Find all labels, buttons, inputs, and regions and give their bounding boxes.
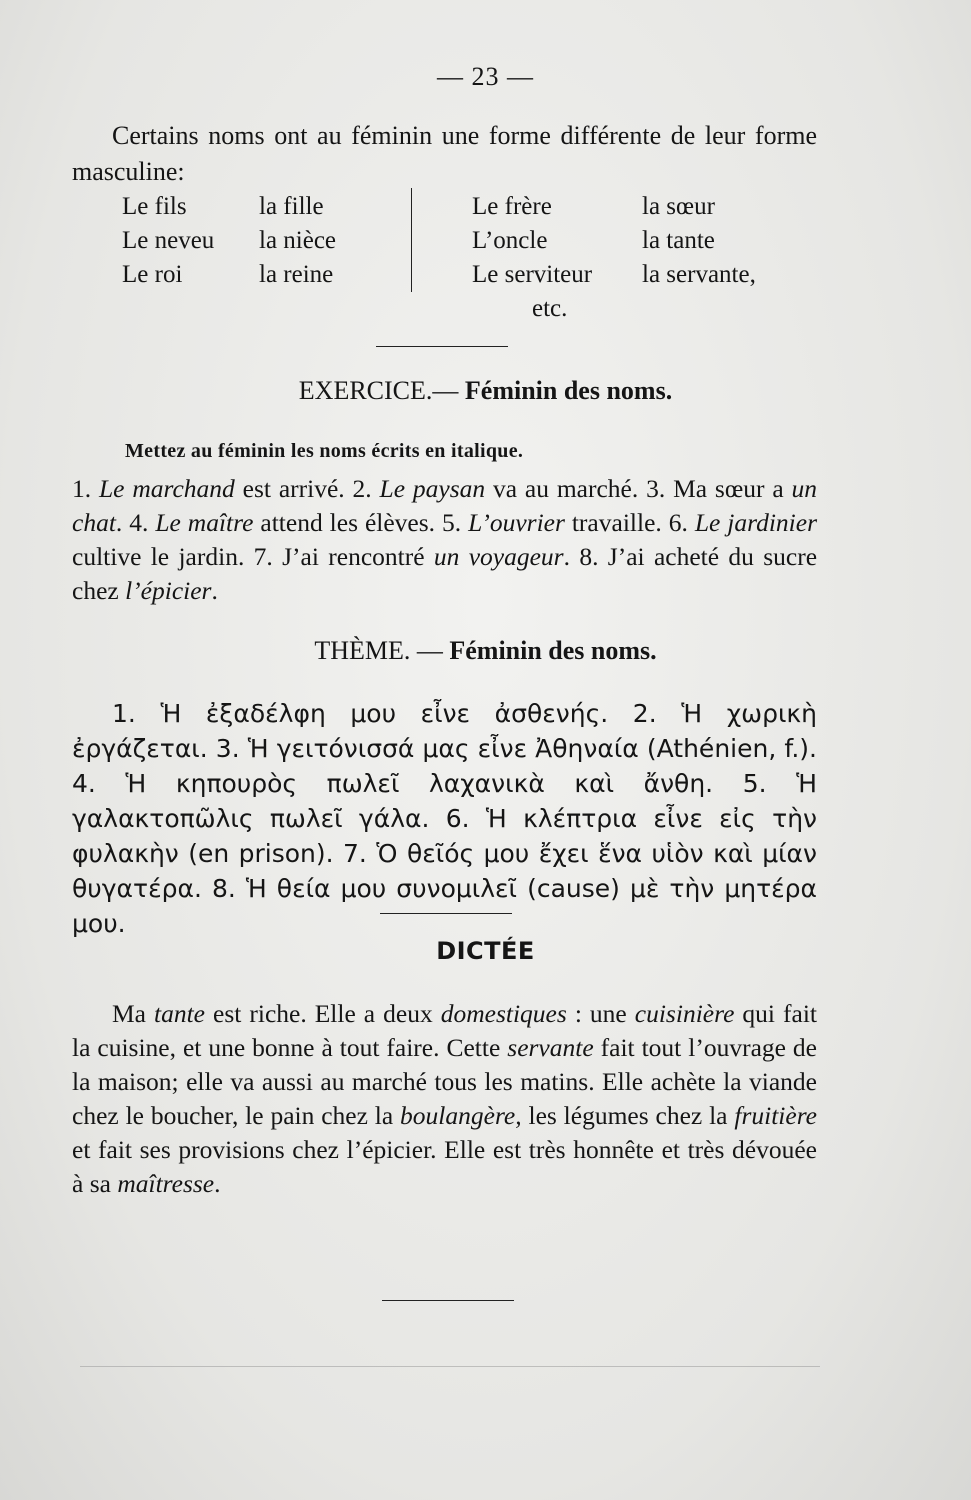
text-run: cultive le jardin. <box>72 542 254 571</box>
word: L’oncle <box>472 227 548 254</box>
section-rule <box>382 1300 514 1301</box>
word: la fille <box>259 193 324 220</box>
text-run: . <box>211 576 218 605</box>
section-rule <box>380 913 512 914</box>
text-run: qui fait la cuisine, et une bonne à tout faire. Cette <box>72 999 817 1062</box>
sentence-number: 5. <box>442 508 469 537</box>
feminine-list-2 <box>642 190 756 292</box>
text-run: et fait ses provisions chez l’épicier. Elle est très honnête et très dévouée à sa <box>72 1135 817 1198</box>
italic-word: domestiques <box>440 999 567 1028</box>
text-run: attend les élèves. <box>253 508 442 537</box>
italic-word: fruitière <box>734 1101 817 1130</box>
word: la tante <box>642 227 715 254</box>
text-run: les légumes chez la <box>521 1101 735 1130</box>
italic-word: Le jardinier <box>694 508 818 537</box>
text-run: Ma <box>112 999 155 1028</box>
word: la sœur <box>642 193 715 220</box>
sentence-number: 8. <box>579 542 608 571</box>
column-divider <box>411 188 412 292</box>
exercice-sentences <box>72 472 817 608</box>
text-run: est riche. Elle a deux <box>205 999 441 1028</box>
italic-word: maîtresse <box>117 1169 215 1198</box>
theme-greek-text <box>72 696 817 941</box>
italic-word: l’épicier <box>125 576 212 605</box>
word: Le roi <box>122 261 183 288</box>
word: la nièce <box>259 227 337 254</box>
exercice-label: EXERCICE.— <box>298 376 459 405</box>
text-run: est arrivé. <box>234 474 353 503</box>
italic-word: L’ouvrier <box>468 508 565 537</box>
text-run: va au marché. <box>485 474 647 503</box>
italic-word: un voyageur <box>433 542 564 571</box>
text-run: : une <box>566 999 635 1028</box>
italic-word: Le maître <box>155 508 254 537</box>
theme-title: Féminin des noms. <box>449 636 657 665</box>
intro-paragraph <box>72 118 817 190</box>
text-run: . <box>115 508 130 537</box>
italic-word: servante <box>507 1033 594 1062</box>
italic-word: tante <box>154 999 206 1028</box>
word: la reine <box>259 261 334 288</box>
dictee-text <box>72 997 817 1201</box>
sentence-number: 7. <box>253 542 283 571</box>
word: la servante, <box>642 261 756 288</box>
masculine-list-1 <box>122 190 214 292</box>
theme-label: THÈME. — <box>314 636 443 665</box>
exercice-text <box>72 472 817 608</box>
masculine-list-2 <box>472 190 592 326</box>
italic-word: Le marchand <box>98 474 235 503</box>
text-run: . <box>214 1169 221 1198</box>
text-run: . <box>563 542 580 571</box>
dictee-paragraph <box>72 997 817 1201</box>
section-rule <box>376 346 508 347</box>
exercice-heading <box>0 376 971 406</box>
theme-heading <box>0 636 971 666</box>
text-run: J’ai rencontré <box>282 542 434 571</box>
italic-word: boulangère, <box>400 1101 522 1130</box>
sentence-number: 6. <box>668 508 695 537</box>
exercice-title: Féminin des noms. <box>464 376 673 405</box>
italic-word: Le paysan <box>379 474 486 503</box>
text-run: travaille. <box>564 508 669 537</box>
italic-word: cuisinière <box>634 999 735 1028</box>
word: Le fils <box>122 193 187 220</box>
feminine-list-1 <box>259 190 336 292</box>
page-edge-line <box>80 1366 820 1367</box>
theme-text: 1. Ἡ ἐξαδέλφη μου εἶνε ἀσθενής. 2. Ἡ χωρικὴ ἐργάζεται. 3. Ἡ γειτόνισσά μας εἶνε Ἀθηναία (Athénien, f.). 4. Ἡ κηπουρὸς πωλεῖ λαχανικὰ καὶ ἄνθη. 5. Ἡ γαλακτοπῶλις πωλεῖ γάλα. 6. Ἡ κλέπτρια εἶνε εἰς τὴν φυλακὴν (en prison). 7. Ὁ θεῖός μου ἔχει ἕνα υἱὸν καὶ μίαν θυγατέρα. 8. Ἡ θεία μου συνομιλεῖ (cause) μὲ τὴν μητέρα μου. <box>72 699 817 938</box>
text-run: J’ai acheté du sucre chez <box>72 542 818 605</box>
dictee-title: DICTÉE <box>436 937 535 965</box>
word: Le serviteur <box>472 261 593 288</box>
intro-text: Certains noms ont au féminin une forme différente de leur forme masculine: <box>72 121 817 186</box>
etc-label: etc. <box>532 295 568 322</box>
italic-word: un chat <box>72 474 818 537</box>
text-run: fait tout l’ouvrage de la maison; elle va aussi au marché tous les matins. Elle achète la viande chez le boucher, le pain chez la <box>72 1033 818 1130</box>
sentence-number: 2. <box>352 474 380 503</box>
word: Le neveu <box>122 227 215 254</box>
page-number: — 23 — <box>437 62 534 91</box>
sentence-number: 1. <box>72 474 99 503</box>
text-run: Ma sœur a <box>673 474 792 503</box>
word: Le frère <box>472 193 552 220</box>
sentence-number: 3. <box>646 474 674 503</box>
sentence-number: 4. <box>129 508 156 537</box>
exercice-instruction: Mettez au féminin les noms écrits en italique. <box>125 440 524 462</box>
